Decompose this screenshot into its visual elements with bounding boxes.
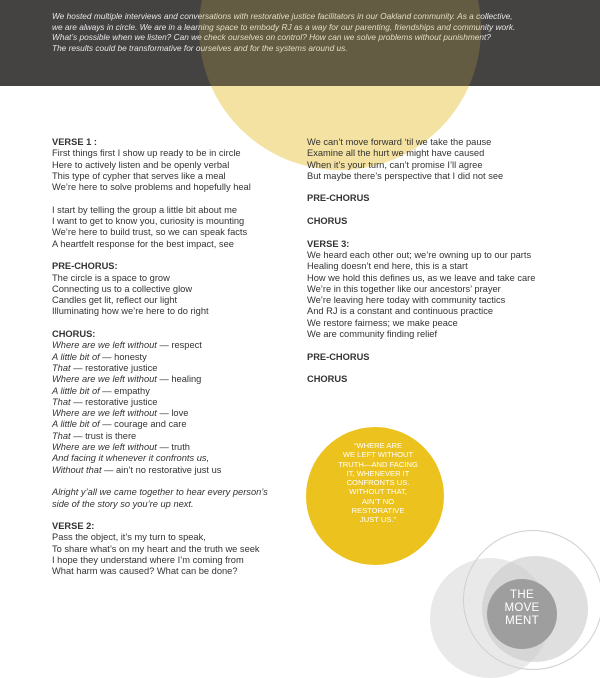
- logo-line: MENT: [505, 615, 539, 627]
- lyrics-right-column: [307, 137, 577, 386]
- chorus-outro-line: side of the story so you’re up next.: [52, 498, 194, 509]
- chorus-line: That — restorative justice: [52, 396, 158, 407]
- intro-line: We hosted multiple interviews and conversations with restorative justice facilitators in our Oakland community. As a collective,: [52, 11, 513, 21]
- logo-line: THE: [510, 589, 534, 601]
- chorus-line: A little bit of — courage and care: [52, 419, 187, 430]
- logo-text: [487, 589, 557, 628]
- lyrics-left-column: [52, 137, 297, 578]
- lyric-line: Here to actively listen and be openly verbal: [52, 159, 230, 170]
- chorus-repeat-label: CHORUS: [307, 374, 348, 385]
- pull-quote-line: “WHERE ARE: [353, 441, 403, 450]
- lyric-line: I want to get to know you, curiosity is mounting: [52, 216, 245, 227]
- prechorus-repeat-label: PRE-CHORUS: [307, 193, 370, 204]
- lyric-line: We restore fairness; we make peace: [307, 317, 458, 328]
- pull-quote-line: IT, WHENEVER IT: [346, 468, 410, 478]
- chorus-line: Where are we left without — respect: [52, 340, 202, 351]
- verse1-label: VERSE 1 :: [52, 137, 97, 147]
- prechorus-label: PRE-CHORUS:: [52, 261, 118, 272]
- lyric-line: I hope they understand where I’m coming from: [52, 554, 244, 565]
- chorus-repeat-label: CHORUS: [307, 216, 348, 227]
- chorus-line: And facing it whenever it confronts us,: [52, 453, 210, 464]
- chorus-line: Where are we left without — truth: [52, 442, 190, 453]
- lyric-line: How we hold this defines us, as we leave and take care: [307, 272, 536, 283]
- lyric-line: Connecting us to a collective glow: [52, 283, 193, 294]
- lyric-line: A heartfelt response for the best impact, see: [52, 238, 234, 249]
- lyric-line: We heard each other out; we’re owning up to our parts: [307, 249, 532, 260]
- lyric-line: We’re here to solve problems and hopefully heal: [52, 182, 251, 193]
- lyric-line: We are community finding relief: [307, 329, 438, 340]
- lyric-line: Healing doesn’t end here, this is a start: [307, 261, 468, 272]
- lyric-line: We’re here to build trust, so we can speak facts: [52, 227, 248, 238]
- chorus-line: Where are we left without — love: [52, 408, 189, 419]
- logo-line: MOVE: [504, 602, 540, 614]
- prechorus-repeat-label: PRE-CHORUS: [307, 351, 370, 362]
- verse3-label: VERSE 3:: [307, 238, 350, 249]
- lyric-line: To share what’s on my heart and the truth we seek: [52, 543, 260, 554]
- intro-line: we are always in circle. We are in a learning space to embody RJ as a way for our parenting, friendships and community work.: [52, 21, 516, 32]
- lyric-line: Illuminating how we’re here to do right: [52, 306, 209, 317]
- lyric-line: But maybe there’s perspective that I did not see: [307, 170, 504, 181]
- intro-line: What’s possible when we listen? Can we check ourselves on control? How can we solve problems without punishment?: [52, 32, 491, 43]
- lyric-line: What harm was caused? What can be done?: [52, 566, 238, 577]
- verse2-label: VERSE 2:: [52, 521, 95, 532]
- lyric-line: We’re leaving here today with community tactics: [307, 295, 506, 306]
- chorus-line: That — trust is there: [52, 430, 137, 441]
- pull-quote-line: TRUTH—AND FACING: [338, 459, 418, 469]
- lyric-line: We’re in this together like our ancestors’ prayer: [307, 283, 501, 294]
- pull-quote-text: [333, 441, 423, 525]
- chorus-outro-line: Alright y’all we came together to hear every person’s: [52, 487, 268, 498]
- chorus-line: A little bit of — empathy: [52, 385, 150, 396]
- lyric-line: Pass the object, it’s my turn to speak,: [52, 532, 206, 543]
- pull-quote-line: AIN’T NO: [361, 496, 395, 506]
- intro-line: The results could be transformative for ourselves and for the systems around us.: [52, 42, 348, 53]
- lyric-line: This type of cypher that serves like a meal: [52, 170, 226, 181]
- pull-quote-line: JUST US.”: [359, 515, 397, 525]
- pull-quote-line: WITHOUT THAT,: [349, 487, 407, 497]
- pull-quote-line: WE LEFT WITHOUT: [342, 450, 414, 460]
- the-movement-logo: [487, 579, 557, 649]
- pull-quote-line: CONFRONTS US.: [346, 478, 410, 488]
- lyric-line: And RJ is a constant and continuous practice: [307, 306, 494, 317]
- lyric-line: The circle is a space to grow: [52, 272, 170, 283]
- lyric-line: First things first I show up ready to be in circle: [52, 148, 241, 159]
- lyric-line: I start by telling the group a little bit about me: [52, 204, 238, 215]
- chorus-line: That — restorative justice: [52, 362, 158, 373]
- pull-quote-circle: [306, 427, 444, 565]
- lyric-line: We can’t move forward ‘til we take the pause: [307, 137, 492, 147]
- chorus-label: CHORUS:: [52, 329, 96, 340]
- chorus-line: Without that — ain’t no restorative just us: [52, 464, 222, 475]
- chorus-line: Where are we left without — healing: [52, 374, 202, 385]
- lyric-line: Candles get lit, reflect our light: [52, 295, 178, 306]
- lyric-line: Examine all the hurt we might have caused: [307, 148, 485, 159]
- chorus-line: A little bit of — honesty: [52, 351, 147, 362]
- lyric-line: When it’s your turn, can’t promise I’ll agree: [307, 159, 483, 170]
- pull-quote-line: RESTORATIVE: [351, 506, 405, 516]
